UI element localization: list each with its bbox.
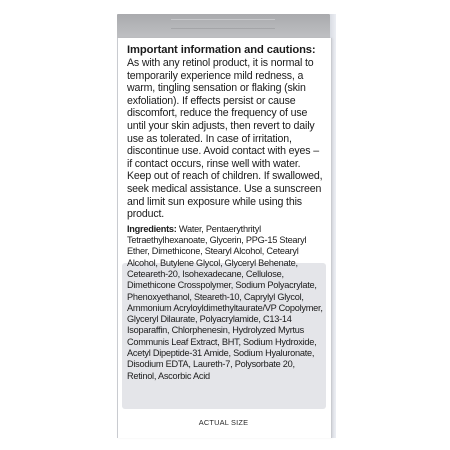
cautions-body: As with any retinol product, it is normal to temporarily experience mild redness, a warm, tingling sensation or flaking (skin exfoliation). If effects persist or cause discomfort, reduce the frequency of use until your skin adjusts, then revert to daily use as tolerated. In case of irritation, discontinue use. Avoid contact with eyes – if contact occurs, rinse well with water. Keep out of reach of children. If swallowed, seek medical assistance. Use a sunscreen and limit sun exposure while using this product. (127, 57, 323, 221)
ingredients-list: Water, Pentaerythrityl Tetraethylhexanoate, Glycerin, PPG-15 Stearyl Ether, Dimethicone, Stearyl Alcohol, Cetearyl Alcohol, Butylene Glycol, Glyceryl Behenate, Ceteareth-20, Isohexadecane, Cellulose, Dimethicone Crosspolymer, Sodium Polyacrylate, Phenoxyethanol, Steareth-10, Caprylyl Glycol, Ammonium Acryloyldimethyltaurate/VP Copolymer, Glyceryl Dilaurate, Polyacrylamide, C13-14 Isoparaffin, Chlorphenesin, Hydrolyzed Myrtus Communis Leaf Extract, BHT, Sodium Hydroxide, Acetyl Dipeptide-31 Amide, Sodium Hyaluronate, Disodium EDTA, Laureth-7, Polysorbate 20, Retinol, Ascorbic Acid (127, 223, 323, 381)
box-top-embossed-mark (171, 19, 275, 29)
ingredients-block (127, 224, 323, 382)
label-text-block (127, 44, 323, 382)
cautions-heading: Important information and cautions: (127, 44, 316, 56)
actual-size-note: ACTUAL SIZE (198, 418, 249, 427)
ingredients-label: Ingredients: (127, 223, 179, 234)
